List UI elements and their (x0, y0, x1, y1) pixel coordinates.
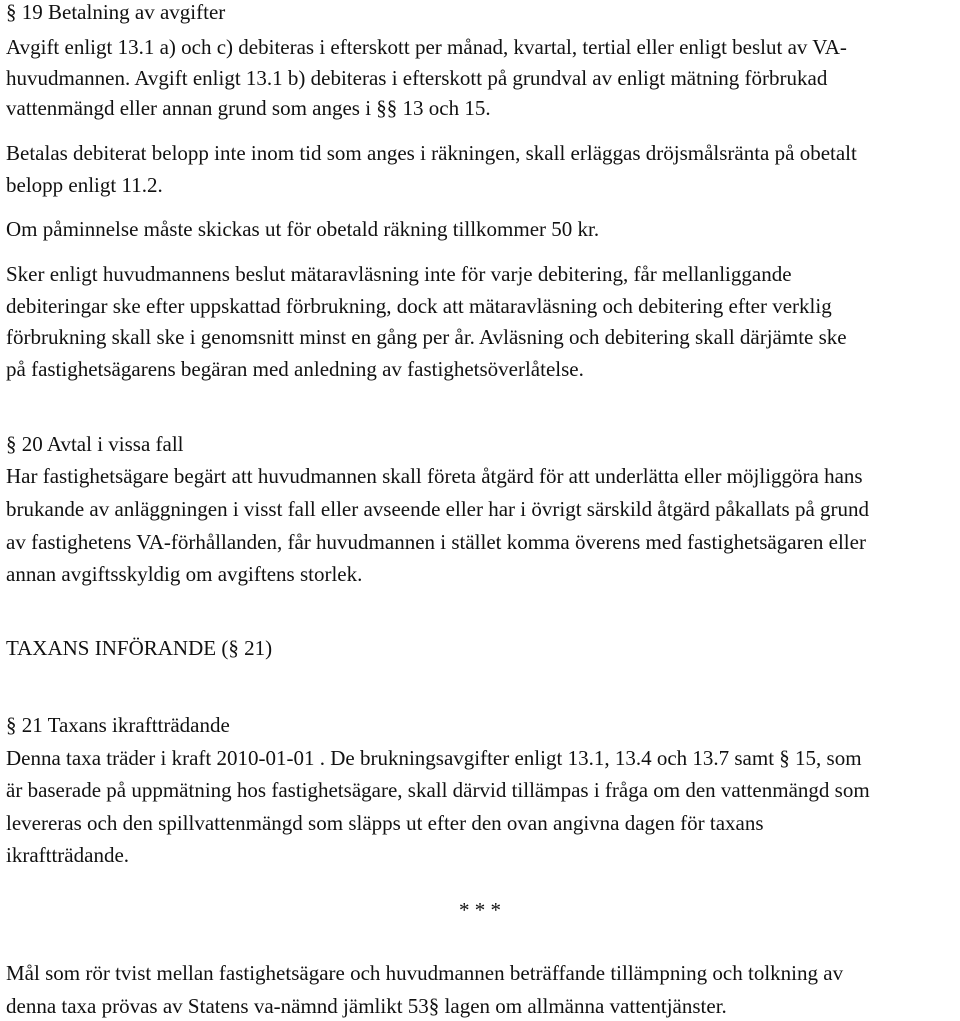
s21-p1-line-3: levereras och den spillvattenmängd som släpps ut efter den ovan angivna dagen för taxans (6, 811, 764, 835)
section-separator: * * * (459, 898, 501, 922)
s21-p1-line-1: Denna taxa träder i kraft 2010-01-01 . De brukningsavgifter enligt 13.1, 13.4 och 13.7 samt § 15, som (6, 746, 862, 770)
closing-line-1: Mål som rör tvist mellan fastighetsägare och huvudmannen beträffande tillämpning och tolkning av (6, 961, 844, 985)
section-19-heading: § 19 Betalning av avgifter (6, 0, 226, 24)
section-title: TAXANS INFÖRANDE (§ 21) (6, 636, 273, 660)
s19-p4-line-3: förbrukning skall ske i genomsnitt minst en gång per år. Avläsning och debitering skall därjämte ske (6, 325, 847, 349)
s20-p1-line-2: brukande av anläggningen i visst fall eller avseende eller har i övrigt särskild åtgärd påkallats på grund (6, 497, 870, 521)
s19-p4-line-2: debiteringar ske efter uppskattad förbrukning, dock att mätaravläsning och debitering efter verklig (6, 294, 832, 318)
s19-p1-line-2: huvudmannen. Avgift enligt 13.1 b) debiteras i efterskott på grundval av enligt mätning förbrukad (6, 66, 828, 90)
s21-p1-line-4: ikraftträdande. (6, 843, 130, 867)
s19-p2-line-2: belopp enligt 11.2. (6, 173, 163, 197)
s19-p3-line-1: Om påminnelse måste skickas ut för obetald räkning tillkommer 50 kr. (6, 217, 600, 241)
section-21-heading: § 21 Taxans ikraftträdande (6, 713, 230, 737)
closing-line-2: denna taxa prövas av Statens va-nämnd jämlikt 53§ lagen om allmänna vattentjänster. (6, 994, 727, 1018)
s19-p4-line-1: Sker enligt huvudmannens beslut mätaravläsning inte för varje debitering, får mellanliggande (6, 262, 792, 286)
section-20-heading: § 20 Avtal i vissa fall (6, 432, 184, 456)
s19-p2-line-1: Betalas debiterat belopp inte inom tid som anges i räkningen, skall erläggas dröjsmålsränta på obetalt (6, 141, 857, 165)
s19-p1-line-1: Avgift enligt 13.1 a) och c) debiteras i efterskott per månad, kvartal, tertial eller enligt beslut av VA- (6, 35, 847, 59)
s19-p4-line-4: på fastighetsägarens begäran med anledning av fastighetsöverlåtelse. (6, 357, 584, 381)
s19-p1-line-3: vattenmängd eller annan grund som anges i §§ 13 och 15. (6, 96, 491, 120)
s21-p1-line-2: är baserade på uppmätning hos fastighetsägare, skall därvid tillämpas i fråga om den vattenmängd som (6, 778, 870, 802)
s20-p1-line-3: av fastighetens VA-förhållanden, får huvudmannen i stället komma överens med fastighetsägaren eller (6, 530, 866, 554)
s20-p1-line-4: annan avgiftsskyldig om avgiftens storlek. (6, 562, 363, 586)
s20-p1-line-1: Har fastighetsägare begärt att huvudmannen skall företa åtgärd för att underlätta eller möjliggöra hans (6, 464, 863, 488)
